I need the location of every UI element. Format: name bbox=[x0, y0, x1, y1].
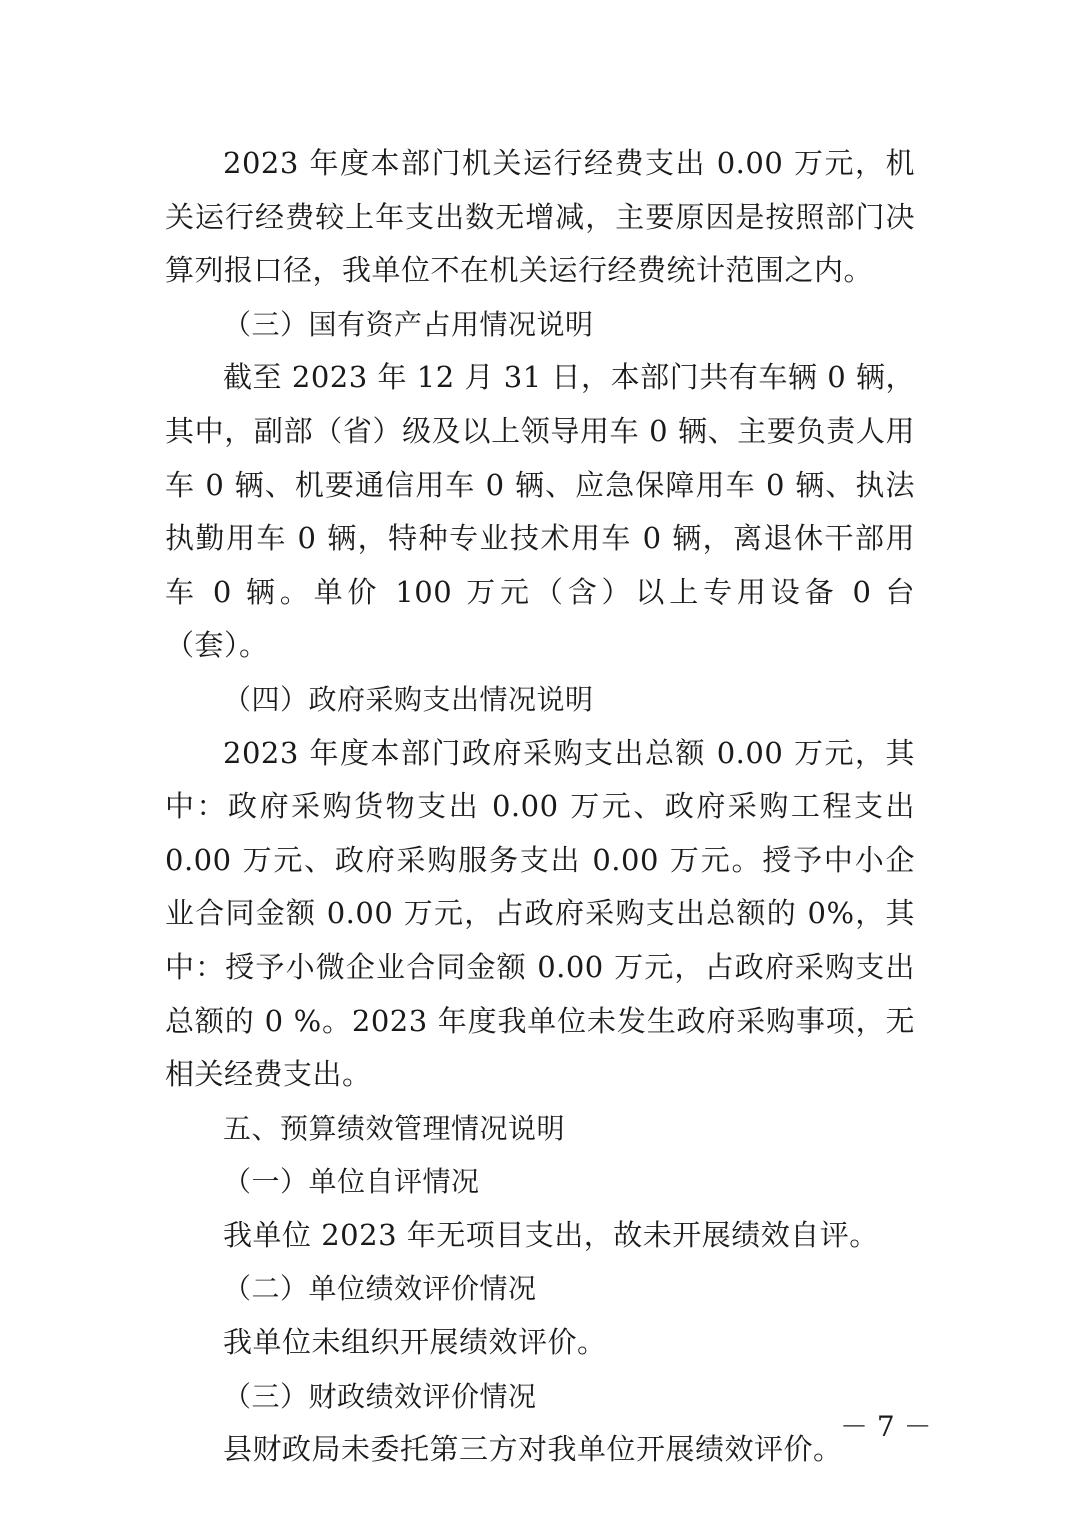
document-body bbox=[165, 137, 915, 1477]
paragraph-state-assets: 截至 2023 年 12 月 31 日，本部门共有车辆 0 辆，其中，副部（省）级及以上领导用车 0 辆、主要负责人用车 0 辆、机要通信用车 0 辆、应急保障用车 0 辆、执法执勤用车 0 辆，特种专业技术用车 0 辆，离退休干部用车 0 辆。单价 100 万元（含）以上专用设备 0 台（套）。 bbox=[165, 360, 915, 663]
page-number: － 7 － bbox=[840, 1410, 932, 1443]
paragraph-finance-evaluation: 县财政局未委托第三方对我单位开展绩效评价。 bbox=[223, 1432, 843, 1467]
heading-performance-management: 五、预算绩效管理情况说明 bbox=[223, 1111, 566, 1145]
heading-state-assets: （三）国有资产占用情况说明 bbox=[223, 307, 594, 341]
heading-finance-evaluation: （三）财政绩效评价情况 bbox=[223, 1379, 537, 1413]
paragraph-self-evaluation: 我单位 2023 年无项目支出，故未开展绩效自评。 bbox=[223, 1217, 879, 1252]
heading-procurement: （四）政府采购支出情况说明 bbox=[223, 682, 594, 716]
paragraph-operating-expense: 2023 年度本部门机关运行经费支出 0.00 万元，机关运行经费较上年支出数无增减，主要原因是按照部门决算列报口径，我单位不在机关运行经费统计范围之内。 bbox=[165, 146, 915, 288]
heading-unit-evaluation: （二）单位绩效评价情况 bbox=[223, 1272, 537, 1306]
heading-self-evaluation: （一）单位自评情况 bbox=[223, 1165, 480, 1199]
paragraph-procurement: 2023 年度本部门政府采购支出总额 0.00 万元，其中：政府采购货物支出 0.00 万元、政府采购工程支出 0.00 万元、政府采购服务支出 0.00 万元。授予中小企业合同金额 0.00 万元，占政府采购支出总额的 0%，其中：授予小微企业合同金额 0.00 万元，占政府采购支出总额的 0 %。2023 年度我单位未发生政府采购事项，无相关经费支出。 bbox=[165, 735, 915, 1092]
paragraph-unit-evaluation: 我单位未组织开展绩效评价。 bbox=[223, 1325, 607, 1360]
